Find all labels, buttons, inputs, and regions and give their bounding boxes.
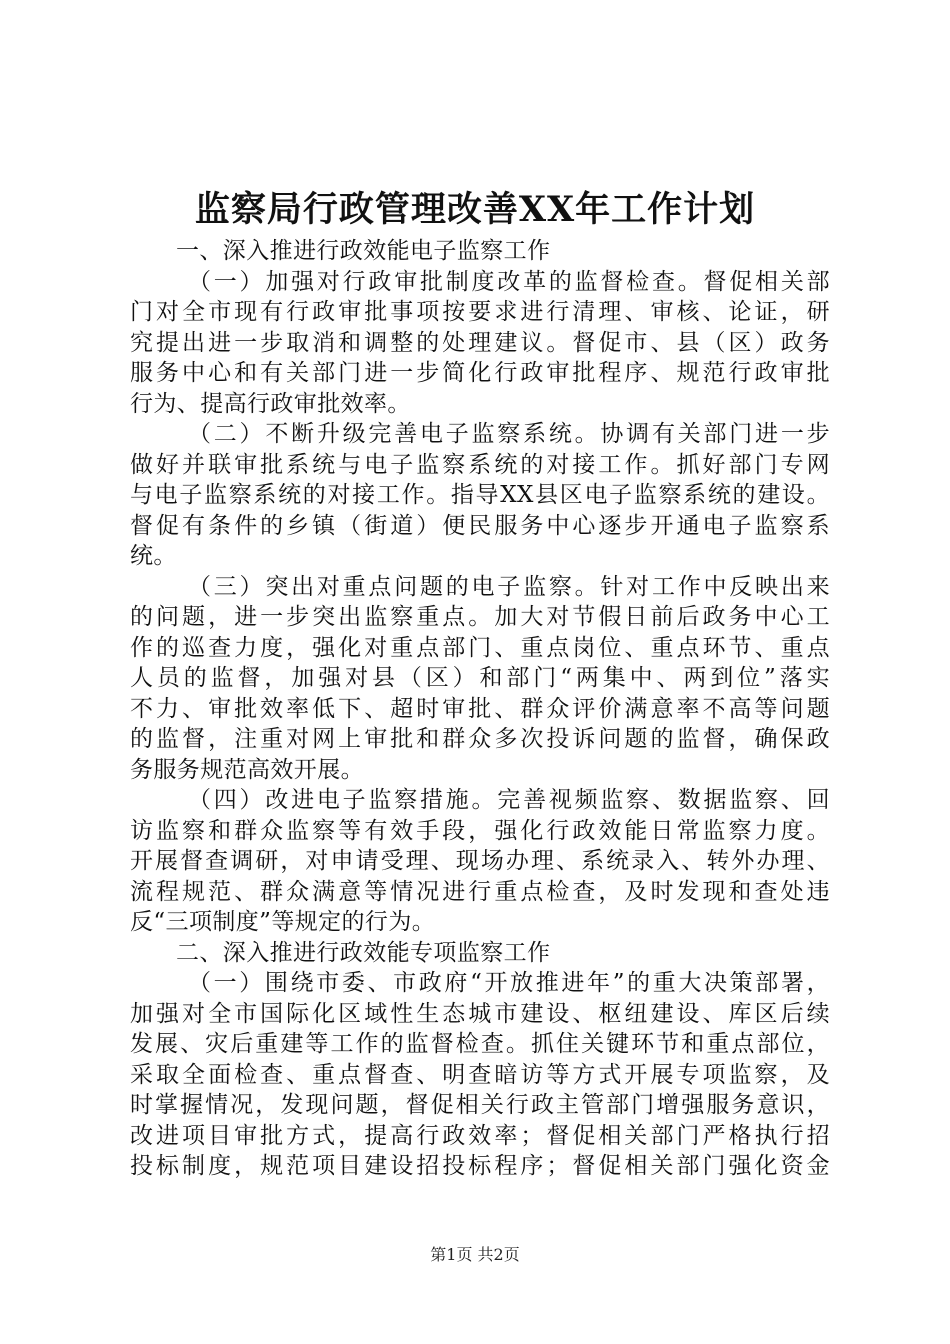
text-line: 开展督查调研，对申请受理、现场办理、系统录入、转外办理、 xyxy=(130,848,830,874)
text-line: （四）改进电子监察措施。完善视频监察、数据监察、回 xyxy=(188,787,830,813)
text-line: 发展、灾后重建等工作的监督检查。抓住关键环节和重点部位， xyxy=(130,1031,830,1057)
text-line: （一）加强对行政审批制度改革的监督检查。督促相关部 xyxy=(188,268,830,295)
text-line: 加强对全市国际化区域性生态城市建设、枢纽建设、库区后续 xyxy=(130,1000,830,1027)
text-line: 门对全市现有行政审批事项按要求进行清理、审核、论证，研 xyxy=(130,299,830,325)
section-heading: 一、深入推进行政效能电子监察工作 xyxy=(176,238,551,264)
text-line: 与电子监察系统的对接工作。指导XX县区电子监察系统的建设。 xyxy=(130,482,830,508)
page-number: 第1页 共2页 xyxy=(430,1245,520,1264)
text-line: （一）围绕市委、市政府“开放推进年”的重大决策部署， xyxy=(188,970,830,996)
text-line: 做好并联审批系统与电子监察系统的对接工作。抓好部门专网 xyxy=(130,451,830,478)
text-line: 人员的监督，加强对县（区）和部门“两集中、两到位”落实 xyxy=(130,665,830,691)
text-line: （三）突出对重点问题的电子监察。针对工作中反映出来 xyxy=(188,573,830,600)
text-line: 采取全面检查、重点督查、明查暗访等方式开展专项监察，及 xyxy=(130,1061,830,1088)
text-line: 务服务规范高效开展。 xyxy=(130,756,364,783)
text-line: 时掌握情况，发现问题，督促相关行政主管部门增强服务意识， xyxy=(130,1092,830,1118)
text-line: 改进项目审批方式，提高行政效率；督促相关部门严格执行招 xyxy=(130,1122,830,1149)
section-heading: 二、深入推进行政效能专项监察工作 xyxy=(176,939,551,966)
text-line: 的监督，注重对网上审批和群众多次投诉问题的监督，确保政 xyxy=(130,726,830,752)
text-line: 访监察和群众监察等有效手段，强化行政效能日常监察力度。 xyxy=(130,817,830,844)
text-line: 统。 xyxy=(130,543,177,569)
text-line: 投标制度，规范项目建设招投标程序；督促相关部门强化资金 xyxy=(130,1153,830,1179)
text-line: 流程规范、群众满意等情况进行重点检查，及时发现和查处违 xyxy=(130,878,830,905)
text-line: 的问题，进一步突出监察重点。加大对节假日前后政务中心工 xyxy=(130,604,830,630)
text-line: 作的巡查力度，强化对重点部门、重点岗位、重点环节、重点 xyxy=(130,634,830,661)
text-line: 行为、提高行政审批效率。 xyxy=(130,390,411,417)
text-line: 督促有条件的乡镇（街道）便民服务中心逐步开通电子监察系 xyxy=(130,512,830,539)
text-line: 不力、审批效率低下、超时审批、群众评价满意率不高等问题 xyxy=(130,695,830,722)
document-body xyxy=(130,236,830,1182)
text-line: 究提出进一步取消和调整的处理建议。督促市、县（区）政务 xyxy=(130,329,830,356)
document-title: 监察局行政管理改善XX年工作计划 xyxy=(194,189,756,230)
text-line: （二）不断升级完善电子监察系统。协调有关部门进一步 xyxy=(188,421,830,447)
text-line: 反“三项制度”等规定的行为。 xyxy=(130,909,436,935)
text-line: 服务中心和有关部门进一步简化行政审批程序、规范行政审批 xyxy=(130,360,830,386)
